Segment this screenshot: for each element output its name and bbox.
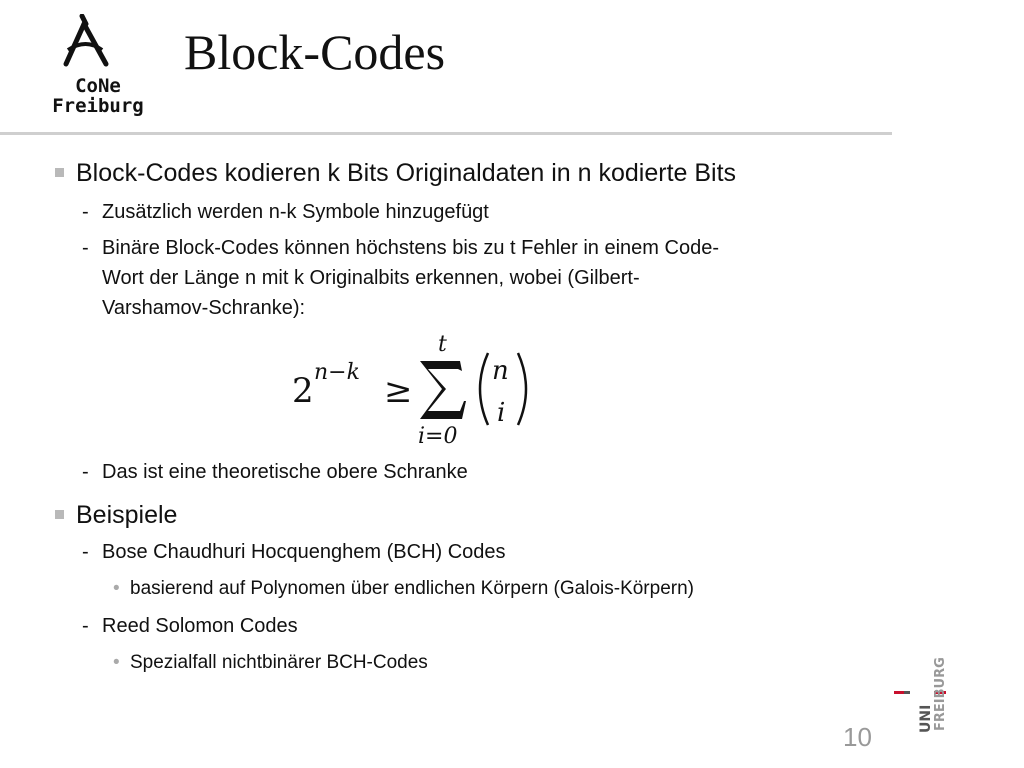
dot-bullet-icon: • bbox=[113, 578, 120, 599]
formula-base: 2 bbox=[292, 371, 314, 411]
dot-bullet-icon: • bbox=[113, 652, 120, 673]
square-bullet-icon bbox=[55, 510, 64, 519]
bullet-block-codes bbox=[52, 155, 892, 191]
bullet-examples bbox=[52, 497, 892, 533]
sub-bullet-text: Bose Chaudhuri Hocquenghem (BCH) Codes bbox=[102, 541, 506, 563]
binom-top: n bbox=[492, 356, 509, 386]
uni-logo-bottom: FREIBURG bbox=[933, 657, 948, 731]
uni-logo-top: UNI bbox=[918, 704, 934, 733]
binom-left-paren bbox=[480, 353, 488, 425]
sub-bullet-text: Das ist eine theoretische obere Schranke bbox=[102, 461, 468, 483]
bullet-text: Beispiele bbox=[76, 501, 178, 529]
square-bullet-icon bbox=[55, 168, 64, 177]
logo-line-1: CoNe bbox=[75, 75, 121, 97]
cone-freiburg-logo bbox=[46, 14, 156, 118]
bullet-text: Block-Codes kodieren k Bits Originaldaten in n kodierte Bits bbox=[76, 159, 737, 187]
sub-bullet-line-2: Wort der Länge n mit k Originalbits erkennen, wobei (Gilbert- bbox=[102, 267, 640, 289]
formula-exponent: n−k bbox=[314, 360, 360, 385]
slide-content bbox=[52, 155, 892, 677]
item-text: Spezialfall nichtbinärer BCH-Codes bbox=[130, 652, 428, 673]
logo-text bbox=[46, 76, 150, 116]
gilbert-varshamov-formula bbox=[52, 327, 892, 445]
dash-icon: - bbox=[82, 615, 89, 637]
dash-icon: - bbox=[82, 237, 89, 259]
sub-bullet-line-1: Binäre Block-Codes können höchstens bis zu t Fehler in einem Code- bbox=[102, 237, 719, 259]
sub-bullet-reed-solomon bbox=[52, 611, 892, 641]
item-text: basierend auf Polynomen über endlichen Körpern (Galois-Körpern) bbox=[130, 578, 694, 599]
formula-relation: ≥ bbox=[384, 371, 413, 411]
dash-icon: - bbox=[82, 201, 89, 223]
sum-lower-limit: i=0 bbox=[418, 424, 458, 445]
compass-icon bbox=[60, 14, 120, 74]
logo-line-2: Freiburg bbox=[52, 95, 144, 117]
binom-bottom: i bbox=[497, 398, 506, 428]
sub-bullet-binary-codes bbox=[52, 233, 892, 323]
sub-bullet-line-3: Varshamov-Schranke): bbox=[102, 297, 306, 319]
page-number: 10 bbox=[843, 722, 872, 752]
dash-icon: - bbox=[82, 461, 89, 483]
item-reed-solomon-description bbox=[52, 649, 892, 677]
slide-title: Block-Codes bbox=[184, 24, 446, 80]
sub-bullet-text: Reed Solomon Codes bbox=[102, 615, 298, 637]
sum-upper-limit: t bbox=[438, 332, 447, 357]
sub-bullet-bch bbox=[52, 537, 892, 567]
item-bch-description bbox=[52, 575, 892, 603]
sub-bullet-upper-bound bbox=[52, 457, 892, 487]
sum-sign bbox=[420, 361, 466, 419]
title-divider bbox=[0, 132, 892, 135]
binom-right-paren bbox=[518, 353, 526, 425]
sub-bullet-text: Zusätzlich werden n-k Symbole hinzugefügt bbox=[102, 201, 489, 223]
dash-icon: - bbox=[82, 541, 89, 563]
uni-freiburg-logo bbox=[890, 645, 950, 735]
sub-bullet-symbols bbox=[52, 197, 892, 227]
